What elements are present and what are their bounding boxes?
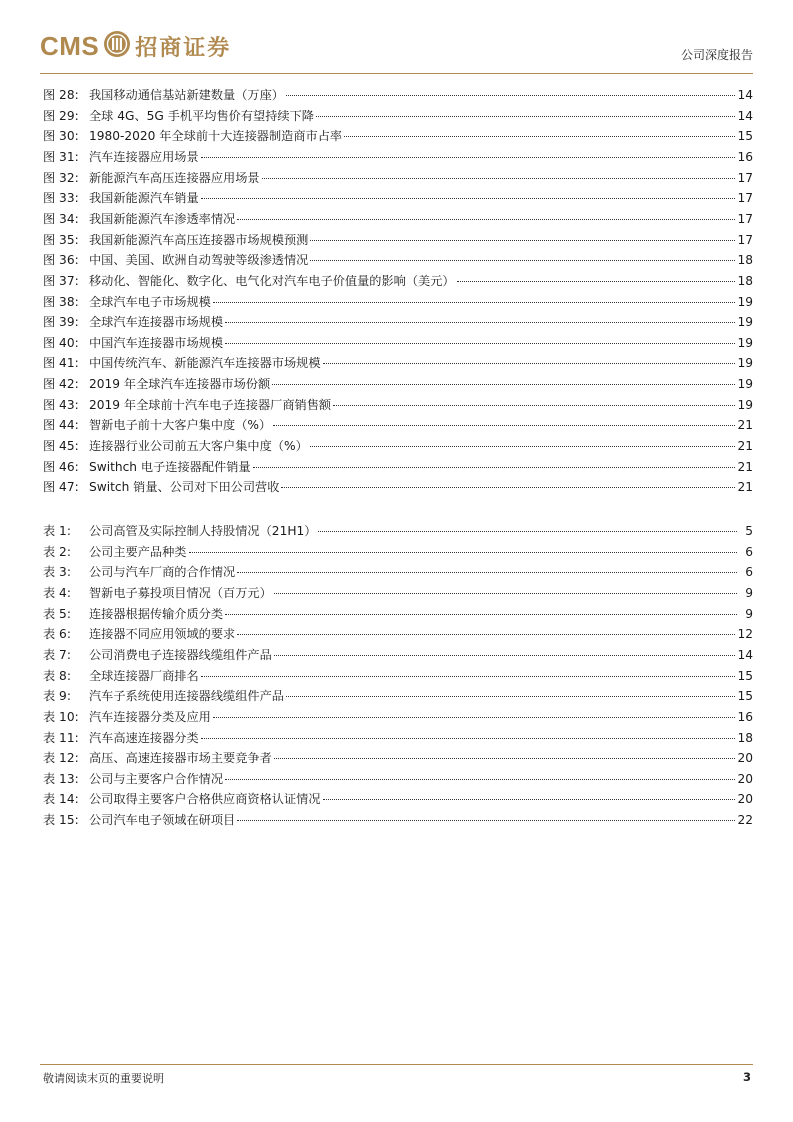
dot-leader	[316, 116, 736, 117]
figure-title: 我国新能源汽车渗透率情况	[89, 211, 236, 226]
table-label: 表 6:	[43, 627, 71, 642]
header-divider	[40, 73, 753, 74]
table-label: 表 7:	[43, 647, 71, 662]
figure-title: Swithch 电子连接器配件销量	[89, 459, 251, 474]
figure-entry[interactable]	[43, 292, 753, 312]
table-entry[interactable]	[43, 728, 753, 748]
figure-page-number: 19	[737, 377, 753, 392]
figure-title: 中国传统汽车、新能源汽车连接器市场规模	[89, 356, 321, 371]
table-label: 表 13:	[43, 771, 79, 786]
table-label: 表 10:	[43, 709, 79, 724]
figure-title: 中国、美国、欧洲自动驾驶等级渗透情况	[89, 253, 309, 268]
figure-label: 图 32:	[43, 170, 79, 185]
figure-entry[interactable]	[43, 415, 753, 435]
figure-page-number: 17	[737, 211, 753, 226]
dot-leader	[272, 384, 735, 385]
figure-page-number: 14	[737, 108, 753, 123]
table-entry[interactable]	[43, 562, 753, 582]
figure-title: 我国新能源汽车销量	[89, 191, 199, 206]
table-title: 公司消费电子连接器线缆组件产品	[89, 647, 272, 662]
table-page-number: 9	[745, 606, 753, 621]
figure-entry[interactable]	[43, 168, 753, 188]
table-entry[interactable]	[43, 789, 753, 809]
table-label: 表 1:	[43, 524, 71, 538]
figure-label: 图 33:	[43, 191, 79, 206]
table-label: 表 9:	[43, 689, 71, 704]
dot-leader	[237, 634, 735, 635]
table-title: 汽车高速连接器分类	[89, 730, 199, 745]
dot-leader	[225, 322, 735, 323]
table-page-number: 14	[737, 647, 753, 662]
figure-label: 图 28:	[43, 88, 79, 102]
dot-leader	[201, 676, 736, 677]
dot-leader	[189, 552, 738, 553]
table-entry[interactable]	[43, 686, 753, 706]
figure-title: 连接器行业公司前五大客户集中度（%）	[89, 439, 308, 454]
figure-title: 移动化、智能化、数字化、电气化对汽车电子价值量的影响（美元）	[89, 273, 455, 288]
figure-page-number: 16	[737, 149, 753, 164]
table-title: 公司高管及实际控制人持股情况（21H1）	[89, 524, 317, 538]
dot-leader	[281, 487, 735, 488]
figure-page-number: 17	[737, 191, 753, 206]
table-title: 公司与汽车厂商的合作情况	[89, 565, 236, 580]
table-label: 表 5:	[43, 606, 71, 621]
logo-chinese-name: 招商证券	[135, 35, 232, 61]
figure-page-number: 19	[737, 356, 753, 371]
dot-leader	[225, 614, 737, 615]
table-label: 表 12:	[43, 751, 79, 766]
figure-page-number: 19	[737, 315, 753, 330]
table-page-number: 5	[745, 524, 753, 538]
figure-label: 图 39:	[43, 315, 79, 330]
figure-page-number: 18	[737, 253, 753, 268]
figure-title: 2019 年全球汽车连接器市场份额	[89, 377, 271, 392]
logo-emblem-icon	[103, 30, 131, 62]
page-header	[40, 26, 753, 72]
table-entry[interactable]	[43, 748, 753, 768]
table-page-number: 15	[737, 668, 753, 683]
table-title: 连接器不同应用领域的要求	[89, 627, 236, 642]
figure-entry[interactable]	[43, 436, 753, 456]
dot-leader	[237, 820, 735, 821]
figure-label: 图 42:	[43, 377, 79, 392]
figure-title: 全球汽车电子市场规模	[89, 294, 211, 309]
table-label: 表 11:	[43, 730, 79, 745]
logo-text: CMS	[40, 30, 100, 61]
document-type: 公司深度报告	[680, 48, 753, 62]
table-title: 公司汽车电子领域在研项目	[89, 813, 236, 828]
table-title: 全球连接器厂商排名	[89, 668, 199, 683]
table-entry[interactable]	[43, 810, 753, 830]
dot-leader	[274, 655, 736, 656]
dot-leader	[318, 531, 737, 532]
table-page-number: 22	[737, 813, 753, 828]
table-page-number: 16	[737, 709, 753, 724]
figure-entry[interactable]	[43, 353, 753, 373]
figure-title: Switch 销量、公司对下田公司营收	[89, 480, 280, 495]
dot-leader	[310, 260, 735, 261]
figure-label: 图 30:	[43, 129, 79, 144]
table-entry[interactable]	[43, 624, 753, 644]
dot-leader	[213, 717, 736, 718]
table-label: 表 15:	[43, 813, 79, 828]
table-page-number: 6	[745, 544, 753, 559]
table-label: 表 14:	[43, 792, 79, 807]
dot-leader	[286, 696, 735, 697]
figure-label: 图 36:	[43, 253, 79, 268]
figure-label: 图 29:	[43, 108, 79, 123]
dot-leader	[253, 467, 736, 468]
table-entry[interactable]	[43, 666, 753, 686]
dot-leader	[274, 758, 736, 759]
figure-label: 图 46:	[43, 459, 79, 474]
figure-page-number: 14	[737, 88, 753, 102]
figure-label: 图 40:	[43, 335, 79, 350]
figure-label: 图 41:	[43, 356, 79, 371]
figure-page-number: 19	[737, 294, 753, 309]
figure-page-number: 17	[737, 170, 753, 185]
dot-leader	[201, 738, 736, 739]
table-entry[interactable]	[43, 707, 753, 727]
dot-leader	[274, 593, 737, 594]
figure-label: 图 31:	[43, 149, 79, 164]
table-label: 表 8:	[43, 668, 71, 683]
table-page-number: 15	[737, 689, 753, 704]
figure-title: 2019 年全球前十汽车电子连接器厂商销售额	[89, 397, 332, 412]
figure-title: 我国新能源汽车高压连接器市场规模预测	[89, 232, 309, 247]
figure-entry[interactable]	[43, 147, 753, 167]
table-page-number: 20	[737, 771, 753, 786]
table-entry[interactable]	[43, 645, 753, 665]
table-label: 表 4:	[43, 585, 71, 600]
table-page-number: 9	[745, 585, 753, 600]
figure-title: 中国汽车连接器市场规模	[89, 335, 224, 350]
figure-entry[interactable]	[43, 312, 753, 332]
dot-leader	[310, 446, 736, 447]
page-number: 3	[742, 1070, 751, 1084]
table-entry[interactable]	[43, 604, 753, 624]
table-entry[interactable]	[43, 583, 753, 603]
figure-page-number: 15	[737, 129, 753, 144]
figure-page-number: 21	[737, 480, 753, 495]
dot-leader	[286, 95, 735, 96]
figure-entry[interactable]	[43, 126, 753, 146]
table-page-number: 12	[737, 627, 753, 642]
table-title: 连接器根据传输介质分类	[89, 606, 224, 621]
figure-page-number: 18	[737, 273, 753, 288]
dot-leader	[310, 240, 735, 241]
figure-label: 图 44:	[43, 418, 79, 433]
dot-leader	[457, 281, 736, 282]
dot-leader	[237, 219, 735, 220]
dot-leader	[344, 136, 735, 137]
figure-entry[interactable]	[43, 230, 753, 250]
figure-entry[interactable]	[43, 271, 753, 291]
figure-entry[interactable]	[43, 106, 753, 126]
figure-entry[interactable]	[43, 457, 753, 477]
figure-entry[interactable]	[43, 333, 753, 353]
figure-entry[interactable]	[43, 250, 753, 270]
figure-entry[interactable]	[43, 209, 753, 229]
dot-leader	[225, 779, 735, 780]
figure-title: 汽车连接器应用场景	[89, 149, 199, 164]
figure-title: 全球 4G、5G 手机平均售价有望持续下降	[89, 108, 314, 123]
table-title: 汽车连接器分类及应用	[89, 709, 211, 724]
figure-page-number: 21	[737, 439, 753, 454]
figure-page-number: 19	[737, 335, 753, 350]
table-title: 公司与主要客户合作情况	[89, 771, 224, 786]
figure-title: 新能源汽车高压连接器应用场景	[89, 170, 260, 185]
dot-leader	[323, 363, 736, 364]
figure-label: 图 35:	[43, 232, 79, 247]
figure-label: 图 43:	[43, 397, 79, 412]
dot-leader	[237, 572, 737, 573]
figure-page-number: 19	[737, 397, 753, 412]
table-entry[interactable]	[43, 521, 753, 541]
table-entry[interactable]	[43, 542, 753, 562]
figure-label: 图 37:	[43, 273, 79, 288]
footer-divider	[40, 1064, 753, 1065]
table-page-number: 20	[737, 792, 753, 807]
figure-page-number: 21	[737, 459, 753, 474]
figure-page-number: 21	[737, 418, 753, 433]
table-label: 表 2:	[43, 544, 71, 559]
figure-entry[interactable]	[43, 395, 753, 415]
figure-label: 图 34:	[43, 211, 79, 226]
dot-leader	[333, 405, 735, 406]
table-entry[interactable]	[43, 769, 753, 789]
dot-leader	[323, 799, 736, 800]
figure-entry[interactable]	[43, 188, 753, 208]
dot-leader	[225, 343, 735, 344]
table-page-number: 20	[737, 751, 753, 766]
figure-page-number: 17	[737, 232, 753, 247]
cms-logo	[40, 28, 231, 64]
table-title: 汽车子系统使用连接器线缆组件产品	[89, 689, 284, 704]
table-title: 高压、高速连接器市场主要竞争者	[89, 751, 272, 766]
figure-label: 图 47:	[43, 480, 79, 495]
dot-leader	[201, 198, 736, 199]
table-page-number: 18	[737, 730, 753, 745]
figure-label: 图 38:	[43, 294, 79, 309]
dot-leader	[213, 302, 736, 303]
footer-disclaimer: 敬请阅读末页的重要说明	[43, 1072, 164, 1085]
table-page-number: 6	[745, 565, 753, 580]
dot-leader	[201, 157, 736, 158]
table-label: 表 3:	[43, 565, 71, 580]
table-title: 智新电子募投项目情况（百万元）	[89, 585, 272, 600]
figure-title: 1980-2020 年全球前十大连接器制造商市占率	[89, 129, 343, 144]
dot-leader	[262, 178, 736, 179]
table-title: 公司取得主要客户合格供应商资格认证情况	[89, 792, 321, 807]
figure-label: 图 45:	[43, 439, 79, 454]
figure-title: 全球汽车连接器市场规模	[89, 315, 224, 330]
figure-entry[interactable]	[43, 85, 753, 105]
dot-leader	[273, 425, 735, 426]
figure-entry[interactable]	[43, 374, 753, 394]
figure-title: 智新电子前十大客户集中度（%）	[89, 418, 272, 433]
figure-title: 我国移动通信基站新建数量（万座）	[89, 88, 284, 102]
figure-entry[interactable]	[43, 477, 753, 497]
table-title: 公司主要产品种类	[89, 544, 187, 559]
